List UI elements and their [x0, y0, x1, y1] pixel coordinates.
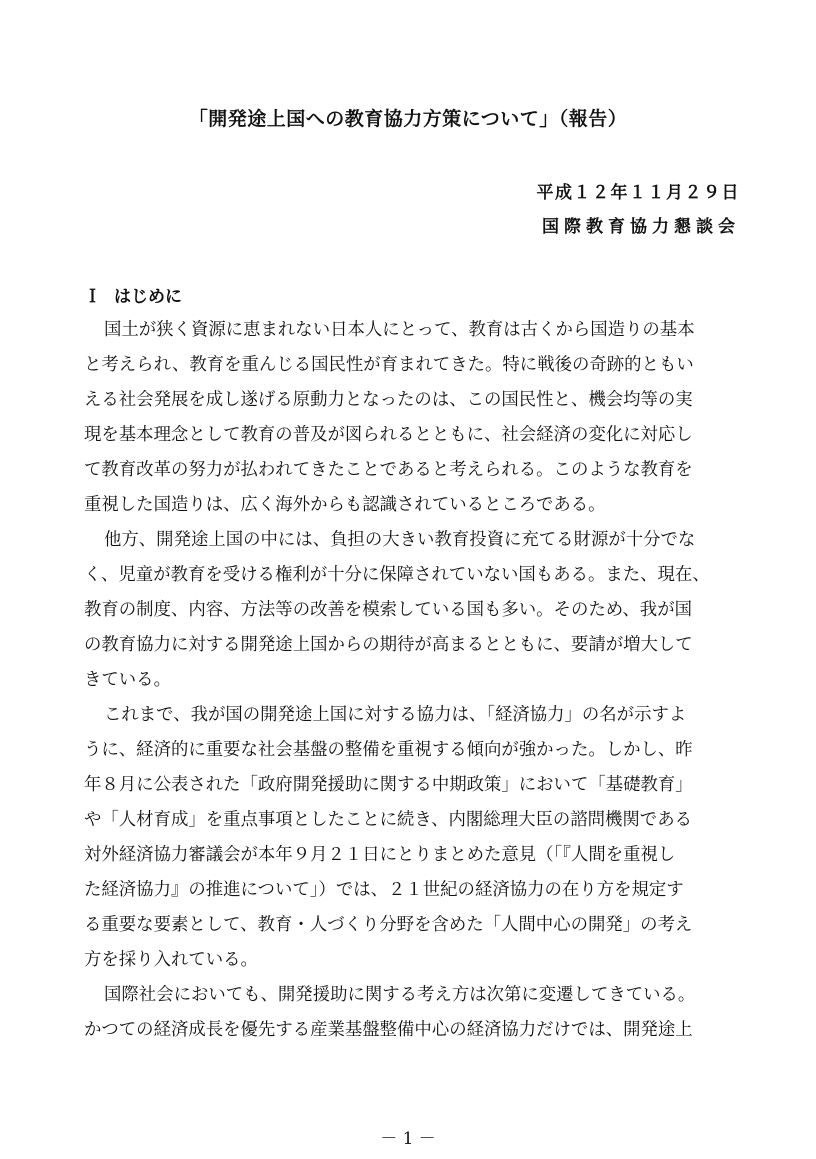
section-heading — [84, 282, 182, 307]
text-line: きている。 — [84, 670, 171, 690]
document-date: 平成１２年１１月２９日 — [536, 183, 740, 203]
text-line: 他方、開発途上国の中には、負担の大きい教育投資に充てる財源が十分でな — [104, 530, 696, 550]
section-title: はじめに — [114, 287, 182, 307]
page-number: － 1 － — [380, 1129, 436, 1149]
text-line: かつての経済成長を優先する産業基盤整備中心の経済協力だけでは、開発途上 — [84, 1020, 693, 1040]
text-line: と考えられ、教育を重んじる国民性が育まれてきた。特に戦後の奇跡的ともい — [84, 355, 694, 375]
document-title: 「開発途上国への教育協力方策について」（報告） — [188, 108, 628, 130]
text-line: 教育の制度、内容、方法等の改善を模索している国も多い。そのため、我が国 — [84, 600, 692, 620]
text-line: 対外経済協力審議会が本年９月２１日にとりまとめた意見（「『人間を重視し — [84, 845, 676, 865]
text-line: 重視した国造りは、広く海外からも認識されているところである。 — [84, 495, 606, 515]
body-text — [84, 313, 744, 1048]
text-line: これまで、我が国の開発途上国に対する協力は、「経済協力」の名が示すよ — [104, 705, 687, 725]
text-line: える社会発展を成し遂げる原動力となったのは、この国民性と、機会均等の実 — [84, 390, 693, 410]
text-line: や「人材育成」を重点事項としたことに続き、内閣総理大臣の諮問機関である — [84, 810, 692, 830]
text-line: 年８月に公表された「政府開発援助に関する中期政策」において「基礎教育」 — [84, 775, 693, 795]
document-organization: 国際教育協力懇談会 — [542, 217, 740, 237]
text-line: て教育改革の努力が払われてきたことであると考えられる。このような教育を — [84, 460, 693, 480]
text-line: く、児童が教育を受ける権利が十分に保障されていない国もある。また、現在、 — [84, 565, 710, 585]
text-line: 国際社会においても、開発援助に関する考え方は次第に変遷してきている。 — [104, 985, 696, 1005]
text-line: 現を基本理念として教育の普及が図られるとともに、社会経済の変化に対応し — [84, 425, 693, 445]
text-line: 国土が狭く資源に恵まれない日本人にとって、教育は古くから国造りの基本 — [104, 320, 695, 340]
text-line: うに、経済的に重要な社会基盤の整備を重視する傾向が強かった。しかし、昨 — [84, 740, 693, 760]
text-line: の教育協力に対する開発途上国からの期待が高まるとともに、要請が増大して — [84, 635, 693, 655]
text-line: る重要な要素として、教育・人づくり分野を含めた「人間中心の開発」の考え — [84, 915, 693, 935]
section-number: Ｉ — [84, 287, 101, 307]
text-line: た経済協力』の推進について」）では、２１世紀の経済協力の在り方を規定す — [84, 880, 684, 900]
text-line: 方を採り入れている。 — [84, 950, 258, 970]
